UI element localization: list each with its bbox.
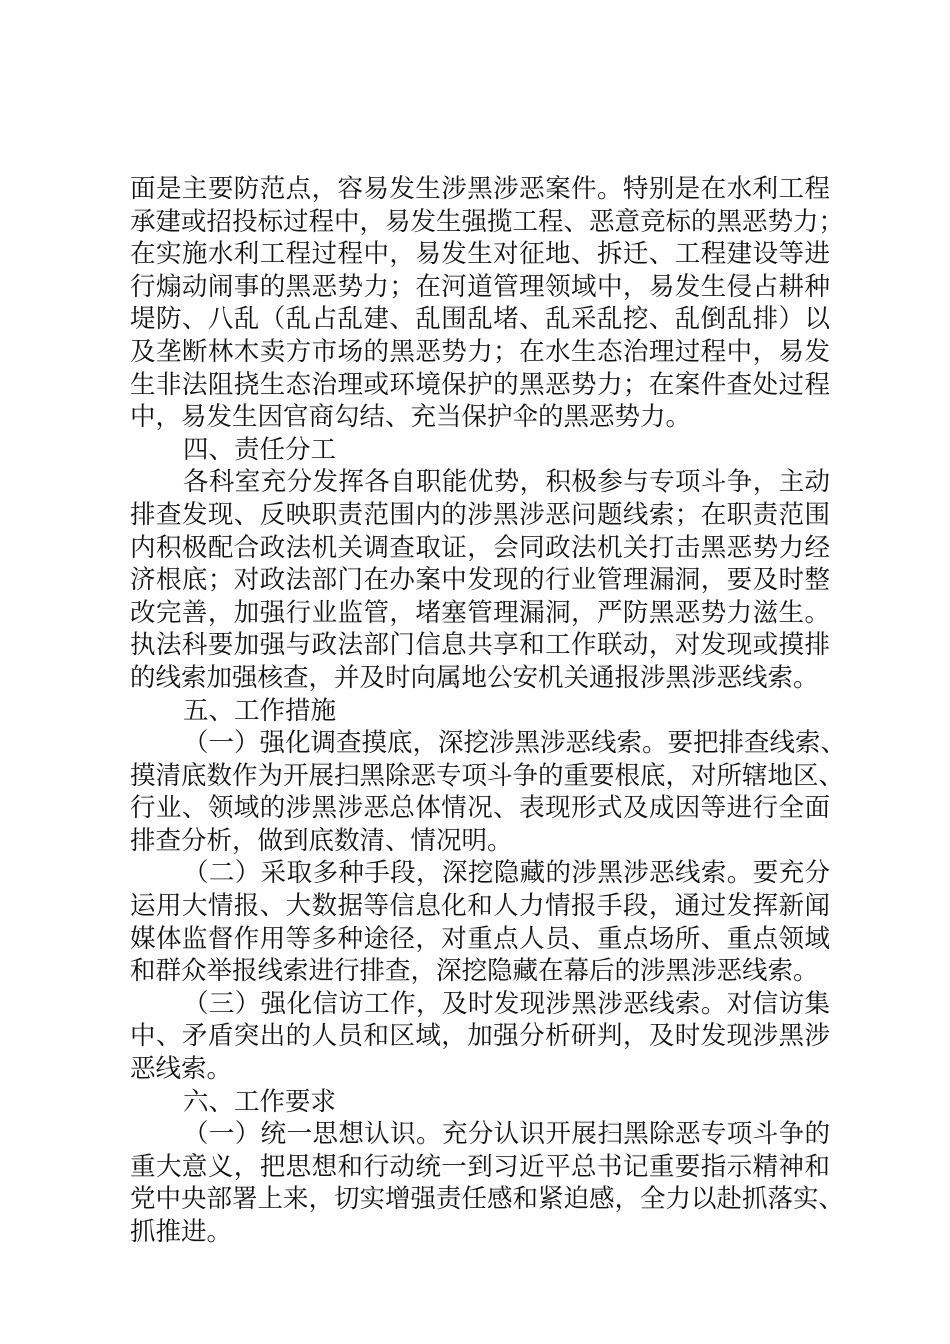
- document-page: [130, 173, 847, 1249]
- text-line: （一）统一思想认识。充分认识开展扫黑除恶专项斗争的: [183, 1119, 830, 1150]
- text-line: 各科室充分发挥各自职能优势，积极参与专项斗争，主动: [183, 467, 830, 498]
- text-line: 抓推进。: [130, 1217, 233, 1247]
- paragraph: [130, 727, 847, 857]
- text-line: 媒体监督作用等多种途径，对重点人员、重点场所、重点领域: [130, 923, 830, 954]
- text-line: 行煽动闹事的黑恶势力；在河道管理领域中，易发生侵占耕种: [130, 271, 830, 302]
- text-line: 行业、领域的涉黑涉恶总体情况、表现形式及成因等进行全面: [130, 793, 830, 824]
- text-line: 摸清底数作为开展扫黑除恶专项斗争的重要根底，对所辖地区、: [130, 760, 845, 791]
- text-line: 党中央部署上来，切实增强责任感和紧迫感，全力以赴抓落实、: [130, 1184, 845, 1215]
- section-heading: 五、工作措施: [183, 695, 337, 726]
- text-line: 在实施水利工程过程中，易发生对征地、拆迁、工程建设等进: [130, 239, 830, 270]
- paragraph: [130, 173, 845, 434]
- paragraph: [130, 857, 830, 987]
- text-line: 济根底；对政法部门在办案中发现的行业管理漏洞，要及时整: [130, 565, 830, 596]
- text-line: 运用大情报、大数据等信息化和人力情报手段，通过发挥新闻: [130, 891, 830, 922]
- paragraph: [130, 466, 830, 694]
- text-line: （二）采取多种手段，深挖隐藏的涉黑涉恶线索。要充分: [183, 858, 830, 889]
- text-line: 排查发现、反映职责范围内的涉黑涉恶问题线索；在职责范围: [130, 499, 830, 530]
- text-line: 和群众举报线索进行排查，深挖隐藏在幕后的涉黑涉恶线索。: [130, 956, 819, 987]
- text-line: （一）强化调查摸底，深挖涉黑涉恶线索。要把排查线索、: [183, 728, 847, 759]
- text-line: 改完善，加强行业监管，堵塞管理漏洞，严防黑恶势力滋生。: [130, 597, 830, 628]
- text-line: 中、矛盾突出的人员和区域，加强分析研判，及时发现涉黑涉: [130, 1021, 830, 1052]
- text-line: 面是主要防范点，容易发生涉黑涉恶案件。特别是在水利工程: [130, 174, 830, 204]
- section-heading: 六、工作要求: [183, 1086, 337, 1117]
- text-line: 堤防、八乱（乱占乱建、乱围乱堵、乱采乱挖、乱倒乱排）以: [130, 304, 830, 335]
- text-line: （三）强化信访工作，及时发现涉黑涉恶线索。对信访集: [183, 988, 830, 1019]
- paragraph: [130, 1118, 845, 1248]
- text-line: 恶线索。: [130, 1054, 233, 1085]
- section-heading: 四、责任分工: [183, 434, 337, 465]
- text-line: 排查分析，做到底数清、情况明。: [130, 825, 513, 856]
- text-line: 的线索加强核查，并及时向属地公安机关通报涉黑涉恶线索。: [130, 662, 819, 693]
- paragraph: [130, 988, 830, 1086]
- text-line: 中，易发生因官商勾结、充当保护伞的黑恶势力。: [130, 402, 692, 433]
- text-line: 生非法阻挠生态治理或环境保护的黑恶势力；在案件查处过程: [130, 369, 830, 400]
- text-line: 重大意义，把思想和行动统一到习近平总书记重要指示精神和: [130, 1151, 830, 1182]
- text-line: 内积极配合政法机关调查取证，会同政法机关打击黑恶势力经: [130, 532, 830, 563]
- text-line: 执法科要加强与政法部门信息共享和工作联动，对发现或摸排: [130, 630, 830, 661]
- text-line: 及垄断林木卖方市场的黑恶势力；在水生态治理过程中，易发: [130, 336, 830, 367]
- text-line: 承建或招投标过程中，易发生强揽工程、恶意竞标的黑恶势力；: [130, 206, 845, 237]
